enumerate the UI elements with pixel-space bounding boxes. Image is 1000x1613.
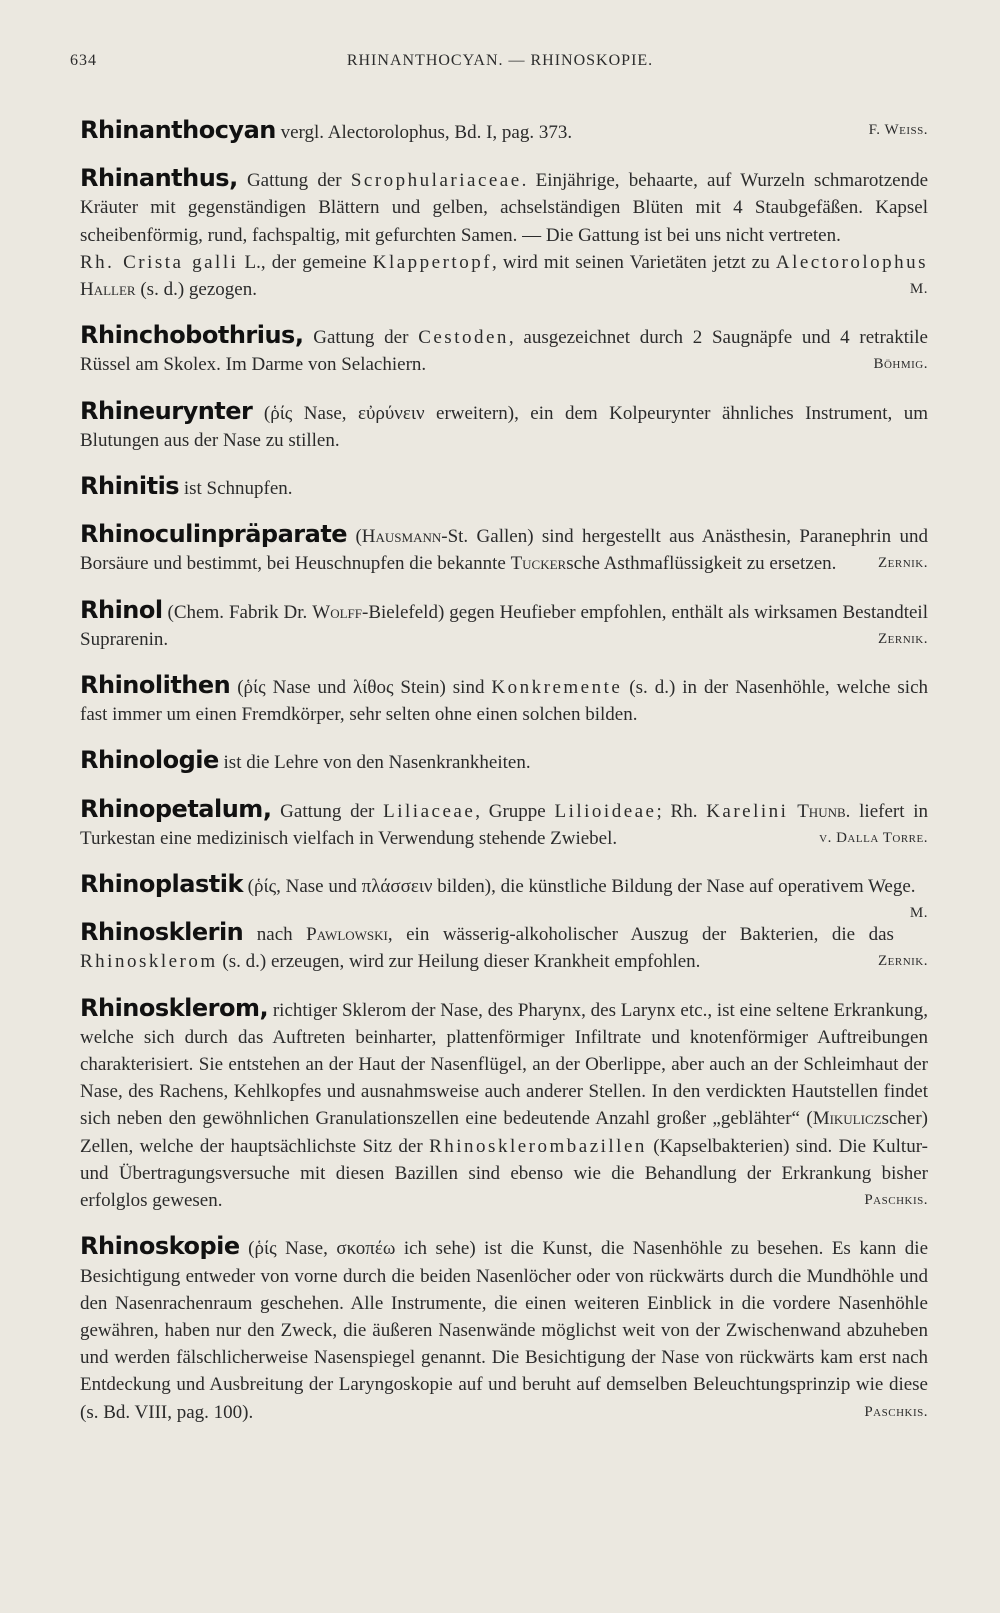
entry-text: liefert in Turkestan eine medizinisch vielfach in Verwendung stehende Zwiebel. xyxy=(80,800,929,849)
entry-text: (Chem. Fabrik Dr. xyxy=(162,601,313,623)
entry-text: sche Asthmaflüssigkeit zu ersetzen. xyxy=(566,553,837,575)
entry-text: , ausgezeichnet durch 2 Saugnäpfe und 4 retraktile Rüssel am Skolex. Im Darme von Selachiern. xyxy=(80,327,928,376)
entry-text: ; Rh. xyxy=(656,800,707,822)
entry-text: (s. d.) erzeugen, wird zur Heilung dieser Krankheit empfohlen. xyxy=(217,951,701,973)
headword: Rhinchobothrius, xyxy=(80,321,304,350)
headword: Rhinologie xyxy=(80,746,219,775)
headword: Rhinoplastik xyxy=(80,870,243,899)
person-name: Mikulicz xyxy=(812,1108,882,1130)
headword: Rhinopetalum, xyxy=(80,794,272,823)
person-name: Tucker xyxy=(510,553,567,575)
person-name: Haller xyxy=(80,279,136,301)
running-header xyxy=(70,52,930,74)
entry-text: (s. d.) gezogen. xyxy=(135,279,257,301)
entry-text: . Einjährige, behaarte, auf Wurzeln schmarotzende Kräuter mit gegenständigen Blättern und gelben, achselständigen Blüten mit 4 Staubgefäßen. Kapsel scheibenförmig, rund, fachspaltig, mit gefurchten Samen. — Die Gattung ist bei uns nicht vertreten. xyxy=(80,170,928,246)
person-name: Wolff xyxy=(312,601,362,623)
entry-rhineurynter xyxy=(80,398,928,454)
headword: Rhinosklerom, xyxy=(80,993,269,1022)
entry-rhinol xyxy=(80,597,928,653)
entry-text: (ῥίς Nase, εὐρύνειν erweitern), ein dem Kolpeurynter ähnliches Instrument, um Blutungen aus der Nase zu stillen. xyxy=(80,402,928,451)
author-signature: Paschkis. xyxy=(864,1403,928,1420)
spaced-term: Rh. Crista galli xyxy=(80,251,239,273)
entry-list xyxy=(80,98,928,1434)
author-signature: v. Dalla Torre. xyxy=(819,829,928,846)
entry-text: (ῥίς, Nase und πλάσσειν bilden), die künstliche Bildung der Nase auf operativem Wege. xyxy=(242,876,916,898)
author-signature: F. Weiss. xyxy=(868,122,928,138)
spaced-term: Lilioideae xyxy=(554,800,657,822)
entry-text: (Kapselbakterien) sind. Die Kultur- und Übertragungsversuche mit diesen Bazillen sind ebenso wie die Behandlung der Erkrankung bisher erfolglos gewesen. xyxy=(80,1135,928,1212)
spaced-term: Liliaceae xyxy=(383,800,476,822)
headword: Rhinanthus, xyxy=(80,164,238,193)
entry-text: , Gruppe xyxy=(475,800,555,822)
entry-rhinolithen xyxy=(80,672,928,728)
headword: Rhineurynter xyxy=(80,396,253,425)
entry-rhinosklerom xyxy=(80,995,928,1215)
entry-text: (s. d.) in der Nasenhöhle, welche sich fast immer um einen Fremdkörper, sehr selten ohne einen solchen bilden. xyxy=(80,677,928,726)
person-name: Hausmann xyxy=(361,526,442,548)
entry-text: (ῥίς Nase und λίθος Stein) sind xyxy=(230,677,492,699)
entry-rhinologie xyxy=(80,747,928,776)
spaced-term: Klappertopf xyxy=(372,251,493,273)
entry-text: ( xyxy=(347,526,362,548)
entry-text: Gattung der xyxy=(237,170,351,192)
entry-rhinanthus xyxy=(80,165,928,303)
spaced-term: Karelini xyxy=(706,800,789,822)
author-signature: Paschkis. xyxy=(864,1192,928,1209)
entry-text: Gattung der xyxy=(303,327,419,349)
headword: Rhinolithen xyxy=(80,671,231,700)
entry-rhinopetalum xyxy=(80,796,928,852)
entry-rhinoskopie xyxy=(80,1233,928,1425)
entry-rhinoculinpraeparate xyxy=(80,521,928,577)
entry-text xyxy=(788,801,797,822)
entry-rhinoplastik xyxy=(80,870,928,922)
spaced-term: Cestoden xyxy=(418,327,509,349)
entry-rhinanthocyan xyxy=(80,117,928,146)
entry-text: richtiger Sklerom der Nase, des Pharynx, des Larynx etc., ist eine seltene Erkrankung, welche sich durch das Auftreten beinharter, plattenförmiger Infiltrate und knotenförmiger Auftreibungen charakterisiert. Sie entstehen an der Haut der Nasenflügel, an der Oberlippe, aber auch an der Schleimhaut der Nase, des Rachens, Kehlkopfes und ausnahmsweise auch anderer Stellen. In den verdickten Hautstellen findet sich neben den gewöhnlichen Granulationszellen eine bedeutende Anzahl großer „geblähter“ ( xyxy=(80,999,928,1130)
author-signature: Zernik. xyxy=(877,630,928,647)
entry-text: nach xyxy=(243,924,307,946)
spaced-term: Alectorolophus xyxy=(775,251,928,273)
person-name: Pawlowski xyxy=(306,924,388,946)
entry-text: , wird mit seinen Varietäten jetzt zu xyxy=(492,251,776,273)
person-name: Thunb. xyxy=(797,800,851,822)
spaced-term: Rhinosklerombazillen xyxy=(429,1135,647,1157)
headword: Rhinosklerin xyxy=(80,918,244,947)
entry-rhinosklerin xyxy=(80,919,928,975)
entry-rhinchobothrius xyxy=(80,322,928,378)
spaced-term: Scrophulariaceae xyxy=(350,170,522,192)
entry-text: vergl. Alectorolophus, Bd. I, pag. 373. xyxy=(275,122,573,143)
author-signature: M. xyxy=(909,281,928,298)
headword: Rhinoskopie xyxy=(80,1232,240,1261)
spaced-term: Konkremente xyxy=(491,677,623,699)
entry-text: Gattung der xyxy=(271,800,384,822)
entry-text: ist Schnupfen. xyxy=(179,478,293,500)
spaced-term: Rhinosklerom xyxy=(80,951,218,973)
entry-text: -St. Gallen) sind hergestellt aus Anästhesin, Paranephrin und Borsäure und bestimmt, bei Heuschnupfen die bekannte xyxy=(80,526,928,575)
headword: Rhinol xyxy=(80,595,163,624)
entry-rhinitis xyxy=(80,473,928,502)
entry-text: L., der gemeine xyxy=(238,251,373,273)
entry-text: ist die Lehre von den Nasenkrankheiten. xyxy=(218,752,531,774)
entry-text: -Bielefeld) gegen Heufieber empfohlen, enthält als wirksamen Bestandteil Suprarenin. xyxy=(80,601,928,650)
author-signature: M. xyxy=(909,905,928,922)
entry-text: scher) Zellen, welche der hauptsächlichste Sitz der xyxy=(80,1108,928,1157)
headword: Rhinitis xyxy=(80,472,180,501)
headword: Rhinoculinpräparate xyxy=(80,520,348,549)
author-signature: Böhmig. xyxy=(873,356,928,373)
entry-text: (ῥίς Nase, σκοπέω ich sehe) ist die Kunst, die Nasenhöhle zu besehen. Es kann die Besichtigung entweder von vorne durch die beiden Nasenlöcher oder von rückwärts durch die Mundhöhle und den Nasenrachenraum geschehen. Alle Instrumente, die einen weiteren Einblick in die vordere Nasenhöhle gewähren, haben nur den Zweck, die äußeren Nasenwände möglichst weit von der Zwischenwand abzuheben und werden fälschlicherweise Nasenspiegel genannt. Die Besichtigung der Nase von rückwärts kam erst nach Entdeckung und Ausbreitung der Laryngoskopie auf und beruht auf demselben Beleuchtungsprinzip wie diese (s. Bd. VIII, pag. 100). xyxy=(80,1238,928,1423)
page-number: 634 xyxy=(70,52,97,69)
author-signature: Zernik. xyxy=(877,953,928,970)
author-signature: Zernik. xyxy=(877,555,928,572)
entry-text: , ein wässerig-alkoholischer Auszug der Bakterien, die das xyxy=(387,924,894,946)
headword: Rhinanthocyan xyxy=(80,116,276,144)
running-title: RHINANTHOCYAN. — RHINOSKOPIE. xyxy=(346,52,654,69)
